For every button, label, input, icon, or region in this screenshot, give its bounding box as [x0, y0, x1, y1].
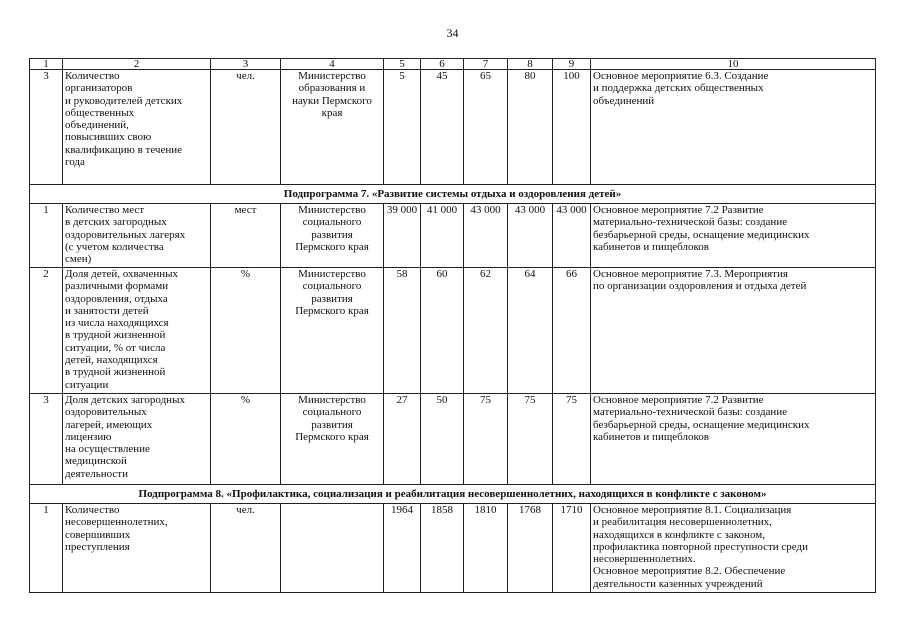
value-cell: 75	[553, 394, 591, 485]
unit: чел.	[211, 504, 281, 593]
section-row	[30, 185, 876, 204]
table-row	[30, 204, 876, 268]
column-number: 2	[63, 59, 211, 70]
table-row	[30, 70, 876, 185]
measure: Основное мероприятие 7.2 Развитие материально-технической базы: создание безбарьерной среды, оснащение медицинских кабинетов и пищеблоков	[591, 394, 876, 485]
value-cell: 64	[508, 268, 553, 394]
value-cell: 45	[421, 70, 464, 185]
column-number: 8	[508, 59, 553, 70]
table-row	[30, 268, 876, 394]
value-cell: 1710	[553, 504, 591, 593]
column-number: 9	[553, 59, 591, 70]
value-cell: 1810	[464, 504, 508, 593]
value-cell: 80	[508, 70, 553, 185]
indicators-table	[29, 58, 876, 593]
unit: %	[211, 268, 281, 394]
page-number: 34	[446, 26, 459, 40]
value-cell: 66	[553, 268, 591, 394]
section-title: Подпрограмма 7. «Развитие системы отдыха и оздоровления детей»	[30, 185, 876, 204]
value-cell: 39 000	[384, 204, 421, 268]
column-number: 6	[421, 59, 464, 70]
table-row	[30, 504, 876, 593]
measure: Основное мероприятие 6.3. Создание и поддержка детских общественных объединений	[591, 70, 876, 185]
value-cell: 50	[421, 394, 464, 485]
value-cell: 5	[384, 70, 421, 185]
value-cell: 58	[384, 268, 421, 394]
section-title: Подпрограмма 8. «Профилактика, социализация и реабилитация несовершеннолетних, находящихся в конфликте с законом»	[30, 485, 876, 504]
value-cell: 65	[464, 70, 508, 185]
column-number: 10	[591, 59, 876, 70]
row-number: 3	[30, 70, 63, 185]
unit: %	[211, 394, 281, 485]
executor: Министерство образования и науки Пермского края	[281, 70, 384, 185]
indicator-name: Доля детей, охваченных различными формами оздоровления, отдыха и занятости детей из числа находящихся в трудной жизненной ситуации, % от числа детей, находящихся в трудной жизненной ситуации	[63, 268, 211, 394]
value-cell: 75	[508, 394, 553, 485]
indicator-name: Количество несовершеннолетних, совершивших преступления	[63, 504, 211, 593]
executor	[281, 504, 384, 593]
column-number: 5	[384, 59, 421, 70]
column-number: 1	[30, 59, 63, 70]
table-row	[30, 394, 876, 485]
value-cell: 1964	[384, 504, 421, 593]
column-number: 3	[211, 59, 281, 70]
row-number: 1	[30, 504, 63, 593]
column-number: 7	[464, 59, 508, 70]
row-number: 1	[30, 204, 63, 268]
value-cell: 43 000	[508, 204, 553, 268]
executor: Министерство социального развития Пермского края	[281, 394, 384, 485]
indicator-name: Количество мест в детских загородных оздоровительных лагерях (с учетом количества смен)	[63, 204, 211, 268]
value-cell: 75	[464, 394, 508, 485]
value-cell: 1768	[508, 504, 553, 593]
section-row	[30, 485, 876, 504]
measure: Основное мероприятие 8.1. Социализация и реабилитация несовершеннолетних, находящихся в конфликте с законом, профилактика повторной преступности среди несовершеннолетних. Основное мероприятие 8.2. Обеспечение деятельности казенных учреждений	[591, 504, 876, 593]
value-cell: 43 000	[464, 204, 508, 268]
executor: Министерство социального развития Пермского края	[281, 204, 384, 268]
indicator-name: Доля детских загородных оздоровительных лагерей, имеющих лицензию на осуществление медицинской деятельности	[63, 394, 211, 485]
value-cell: 27	[384, 394, 421, 485]
value-cell: 41 000	[421, 204, 464, 268]
column-numbers-row	[30, 59, 876, 70]
value-cell: 43 000	[553, 204, 591, 268]
value-cell: 62	[464, 268, 508, 394]
value-cell: 60	[421, 268, 464, 394]
indicator-name: Количество организаторов и руководителей детских общественных объединений, повысивших свою квалификацию в течение года	[63, 70, 211, 185]
value-cell: 100	[553, 70, 591, 185]
column-number: 4	[281, 59, 384, 70]
unit: мест	[211, 204, 281, 268]
row-number: 3	[30, 394, 63, 485]
executor: Министерство социального развития Пермского края	[281, 268, 384, 394]
row-number: 2	[30, 268, 63, 394]
measure: Основное мероприятие 7.2 Развитие материально-технической базы: создание безбарьерной среды, оснащение медицинских кабинетов и пищеблоков	[591, 204, 876, 268]
measure: Основное мероприятие 7.3. Мероприятия по организации оздоровления и отдыха детей	[591, 268, 876, 394]
unit: чел.	[211, 70, 281, 185]
value-cell: 1858	[421, 504, 464, 593]
